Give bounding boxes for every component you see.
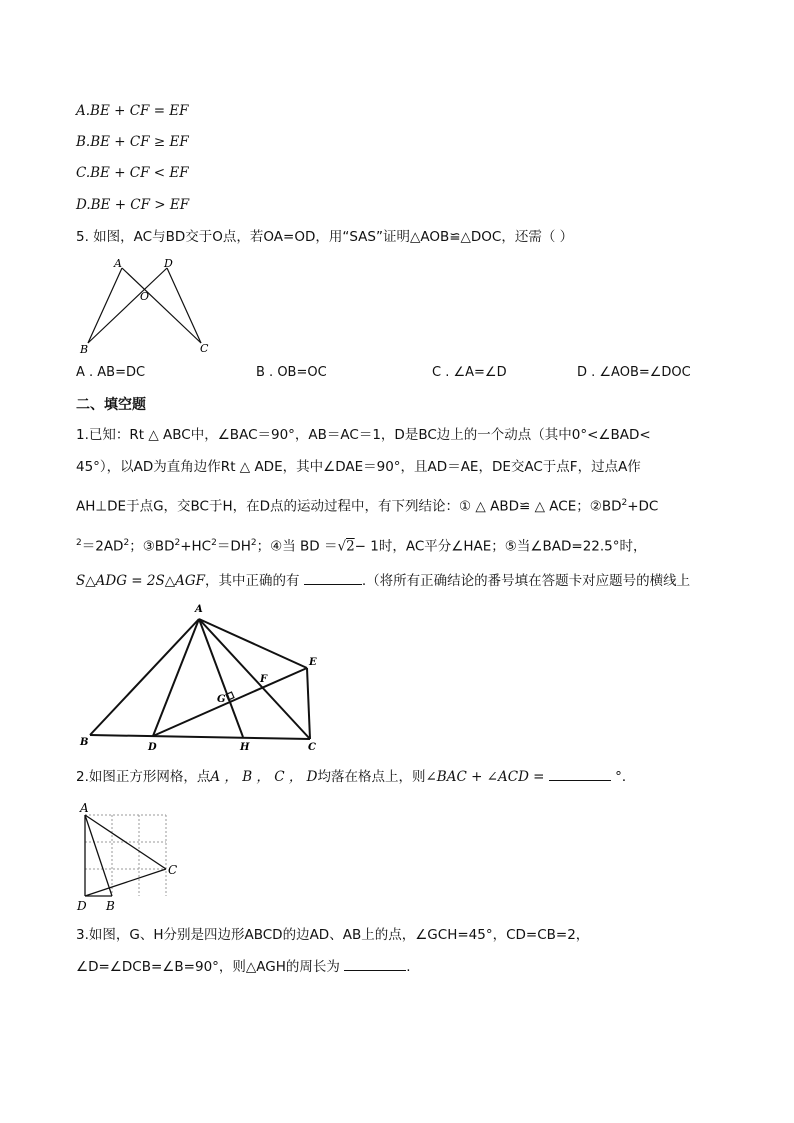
q5-option-c: C . ∠A=∠D	[432, 365, 507, 380]
choice-4b: B.BE + CF ≥ EF	[76, 134, 189, 150]
f3-line2: ∠D=∠DCB=∠B=90°，则△AGH的周长为 .	[76, 959, 411, 975]
f1-label-c: C	[308, 742, 316, 753]
q5-option-b: B . OB=OC	[256, 365, 327, 380]
f1-line5: S△ADG = 2S△AGF，其中正确的有 .（将所有正确结论的番号填在答题卡对应题号的横线上	[76, 573, 691, 589]
f3-line1: 3.如图，G、H分别是四边形ABCD的边AD、AB上的点，∠GCH=45°，CD=CB=2，	[76, 927, 590, 943]
f1-label-h: H	[240, 742, 250, 753]
q5-label-o: O	[140, 290, 150, 303]
f2-label-c: C	[168, 863, 178, 877]
q5-label-d: D	[164, 257, 173, 270]
f1-label-f: F	[260, 674, 268, 685]
section-title: 二、填空题	[76, 397, 146, 413]
choice-4d: D.BE + CF > EF	[76, 197, 190, 213]
f2-stem: 2.如图正方形网格，点A ， B ， C ， D均落在格点上，则∠BAC + ∠ACD = °．	[76, 769, 636, 785]
f3-answer-blank	[344, 958, 406, 971]
f1-line1: 1.已知：Rt △ ABC中，∠BAC＝90°，AB＝AC＝1，D是BC边上的一个动点（其中0°<∠BAD<	[76, 427, 651, 443]
f1-label-d: D	[148, 742, 157, 753]
f1-line4: $^2=2AD^2$；$③BD^2+HC^2=DH^2$；④当 BD ＝√2− 1时，AC平分∠HAE；⑤当∠BAD=22.5°时，	[76, 538, 647, 555]
q5-option-a: A . AB=DC	[76, 365, 146, 380]
q5-option-d: D . ∠AOB=∠DOC	[577, 365, 691, 380]
f1-label-e: E	[309, 657, 317, 668]
q5-label-a: A	[114, 257, 122, 270]
f1-line2: 45°），以AD为直角边作Rt △ ADE，其中∠DAE＝90°，且AD＝AE，DE交AC于点F，过点A作	[76, 459, 641, 475]
q5-label-b: B	[80, 343, 89, 356]
f2-label-a: A	[80, 801, 89, 815]
f1-label-g: G	[217, 694, 226, 705]
q5-label-c: C	[200, 342, 209, 355]
q5-stem: 5. 如图，AC与BD交于O点，若OA=OD，用“SAS”证明△AOB≌△DOC，还需（ ）	[76, 229, 574, 245]
choice-4c: C.BE + CF < EF	[76, 165, 189, 181]
f1-label-b: B	[80, 737, 89, 748]
f1-line3: AH⊥DE于点G，交BC于H，在D点的运动过程中，有下列结论：① △ ABD≌ △ ACE；$②BD^2+DC$	[76, 498, 659, 515]
f2-label-b: B	[106, 899, 115, 913]
f1-label-a: A	[195, 604, 203, 615]
f2-label-d: D	[77, 899, 87, 913]
choice-4a: A.BE + CF = EF	[76, 103, 189, 119]
